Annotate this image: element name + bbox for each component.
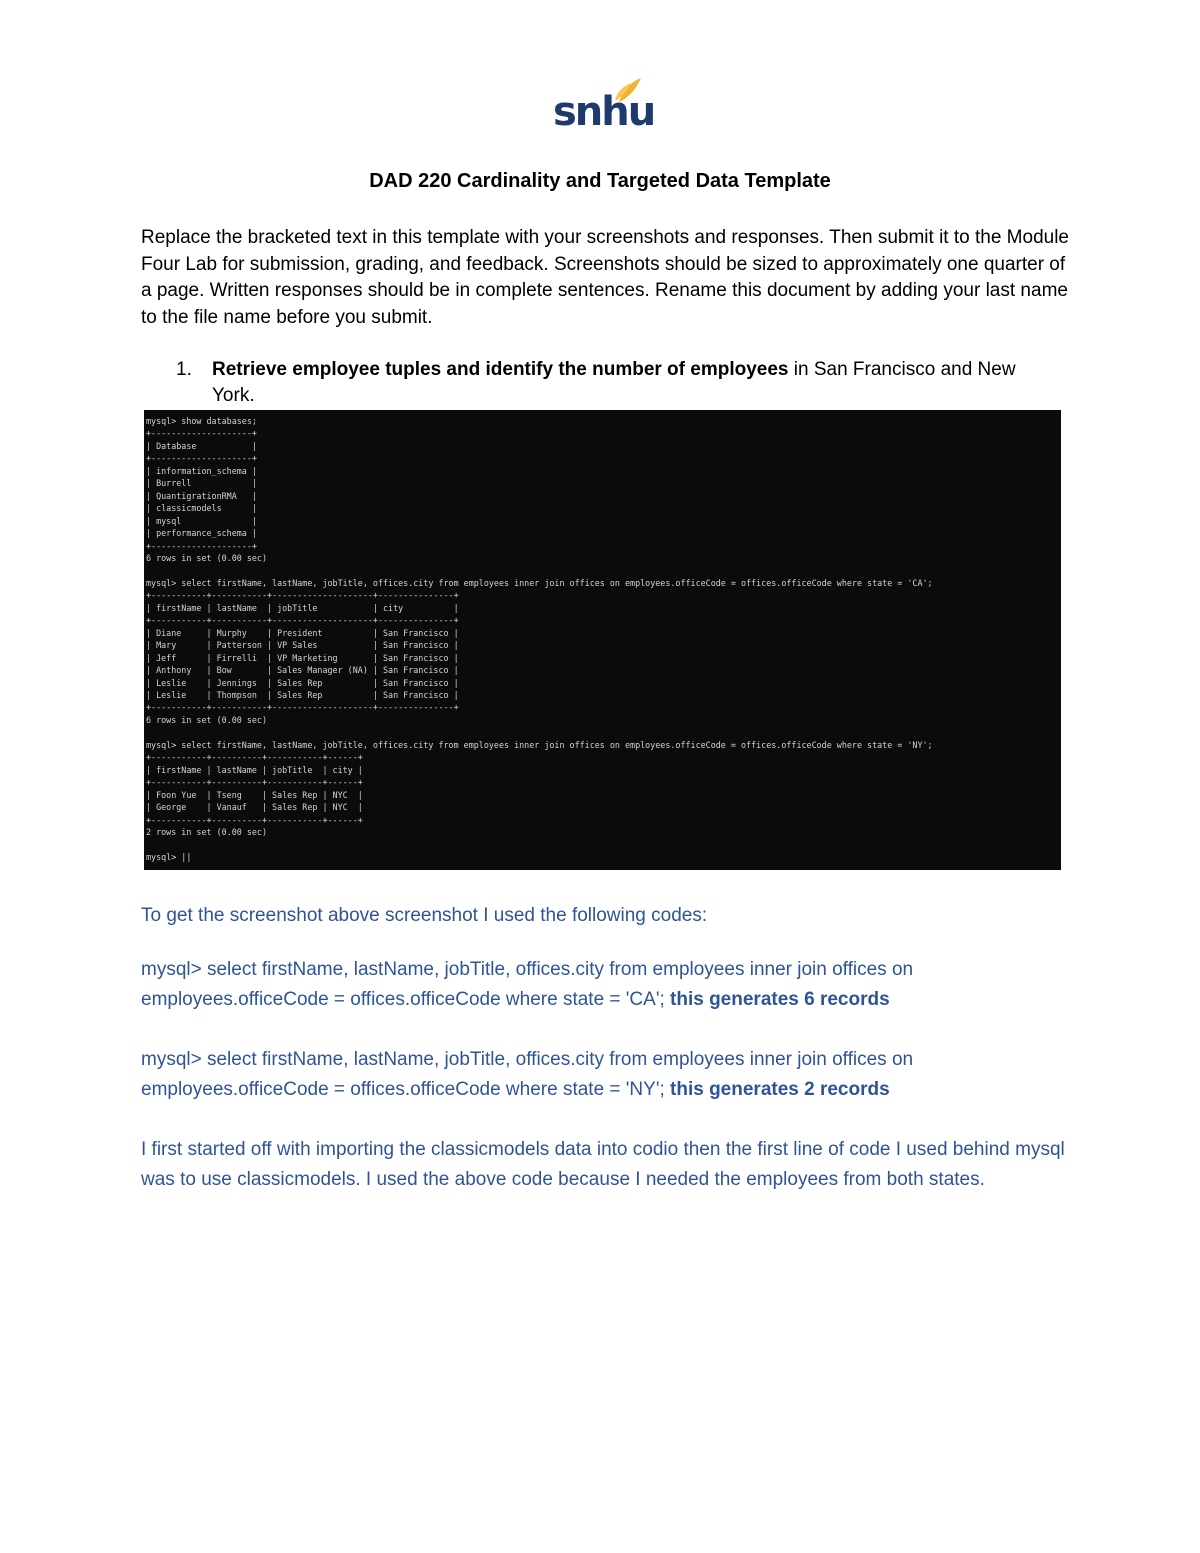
- terminal-line: mysql> ||: [146, 851, 192, 862]
- terminal-line: | George | Vanauf | Sales Rep | NYC |: [146, 802, 363, 813]
- page-title: DAD 220 Cardinality and Targeted Data Template: [369, 170, 831, 192]
- terminal-line: | firstName | lastName | jobTitle | city |: [146, 764, 363, 775]
- terminal-line: +-----------+-----------+--------------------+---------------+: [146, 615, 459, 626]
- terminal-line: 6 rows in set (0.00 sec): [146, 552, 268, 563]
- terminal-line: | Database |: [146, 440, 257, 451]
- terminal-line: | Mary | Patterson | VP Sales | San Francisco |: [146, 640, 459, 651]
- terminal-line: mysql> show databases;: [146, 416, 257, 426]
- terminal-line: [146, 838, 1061, 850]
- terminal-line: | QuantigrationRMA |: [146, 490, 257, 501]
- terminal-line: [146, 564, 1061, 576]
- terminal-line: | performance_schema |: [146, 528, 257, 539]
- terminal-screenshot: [144, 410, 1061, 870]
- query-ny-text: mysql> select firstName, lastName, jobTitle, offices.city from employees inner join offices on employees.officeCode = offices.officeCode where state = 'NY';: [141, 1049, 914, 1100]
- terminal-line: | Diane | Murphy | President | San Francisco |: [146, 627, 459, 638]
- answer-intro: To get the screenshot above screenshot I used the following codes:: [141, 905, 708, 926]
- terminal-line: | mysql |: [146, 515, 257, 526]
- terminal-line: +-----------+----------+-----------+------+: [146, 752, 363, 763]
- terminal-line: 6 rows in set (0.00 sec): [146, 714, 268, 725]
- terminal-line: +-----------+-----------+--------------------+---------------+: [146, 702, 459, 713]
- terminal-line: +--------------------+: [146, 453, 257, 464]
- list-item-rest: in San Francisco and New York.: [212, 359, 1016, 406]
- logo-wordmark: snhu: [553, 89, 655, 135]
- terminal-line: 2 rows in set (0.00 sec): [146, 826, 268, 837]
- terminal-line: | Leslie | Thompson | Sales Rep | San Francisco |: [146, 689, 459, 700]
- terminal-line: mysql> select firstName, lastName, jobTitle, offices.city from employees inner join offices on employees.officeCode = offices.officeCode where state = 'CA';: [146, 577, 933, 588]
- terminal-line: +-----------+----------+-----------+------+: [146, 777, 363, 788]
- terminal-line: | Jeff | Firrelli | VP Marketing | San Francisco |: [146, 652, 459, 663]
- list-item-text: [212, 357, 1052, 409]
- terminal-output: [144, 410, 1061, 863]
- instructions-paragraph: Replace the bracketed text in this template with your screenshots and responses. Then submit it to the Module Four Lab for submission, grading, and feedback. Screenshots should be sized to approximately one quarter of a page. Written responses should be in complete sentences. Rename this document by adding your last name to the file name before you submit.: [141, 227, 1069, 328]
- terminal-line: | Foon Yue | Tseng | Sales Rep | NYC |: [146, 789, 363, 800]
- terminal-line: mysql> select firstName, lastName, jobTitle, offices.city from employees inner join offices on employees.officeCode = offices.officeCode where state = 'NY';: [146, 739, 933, 750]
- query-ca-text: mysql> select firstName, lastName, jobTitle, offices.city from employees inner join offices on employees.officeCode = offices.officeCode where state = 'CA';: [141, 959, 914, 1010]
- list-item-bold: Retrieve employee tuples and identify the number of employees: [212, 359, 789, 380]
- query-ca-result: this generates 6 records: [670, 989, 890, 1010]
- answer-explanation: I first started off with importing the classicmodels data into codio then the first line of code I used behind mysql was to use classicmodels. I used the above code because I needed the employees from both states.: [141, 1139, 1065, 1190]
- terminal-line: | Burrell |: [146, 478, 257, 489]
- answer-query-ny: [141, 1045, 1071, 1105]
- terminal-line: +-----------+----------+-----------+------+: [146, 814, 363, 825]
- terminal-line: [146, 726, 1061, 738]
- terminal-line: +--------------------+: [146, 428, 257, 439]
- answer-query-ca: [141, 955, 1071, 1015]
- snhu-logo: [553, 74, 655, 136]
- terminal-line: | classicmodels |: [146, 503, 257, 514]
- list-item-number: 1.: [176, 359, 192, 380]
- terminal-line: +-----------+-----------+--------------------+---------------+: [146, 590, 459, 601]
- query-ny-result: this generates 2 records: [670, 1079, 890, 1100]
- terminal-line: | firstName | lastName | jobTitle | city |: [146, 602, 459, 613]
- terminal-line: | Anthony | Bow | Sales Manager (NA) | San Francisco |: [146, 665, 459, 676]
- terminal-line: +--------------------+: [146, 540, 257, 551]
- terminal-line: | information_schema |: [146, 465, 257, 476]
- terminal-line: | Leslie | Jennings | Sales Rep | San Francisco |: [146, 677, 459, 688]
